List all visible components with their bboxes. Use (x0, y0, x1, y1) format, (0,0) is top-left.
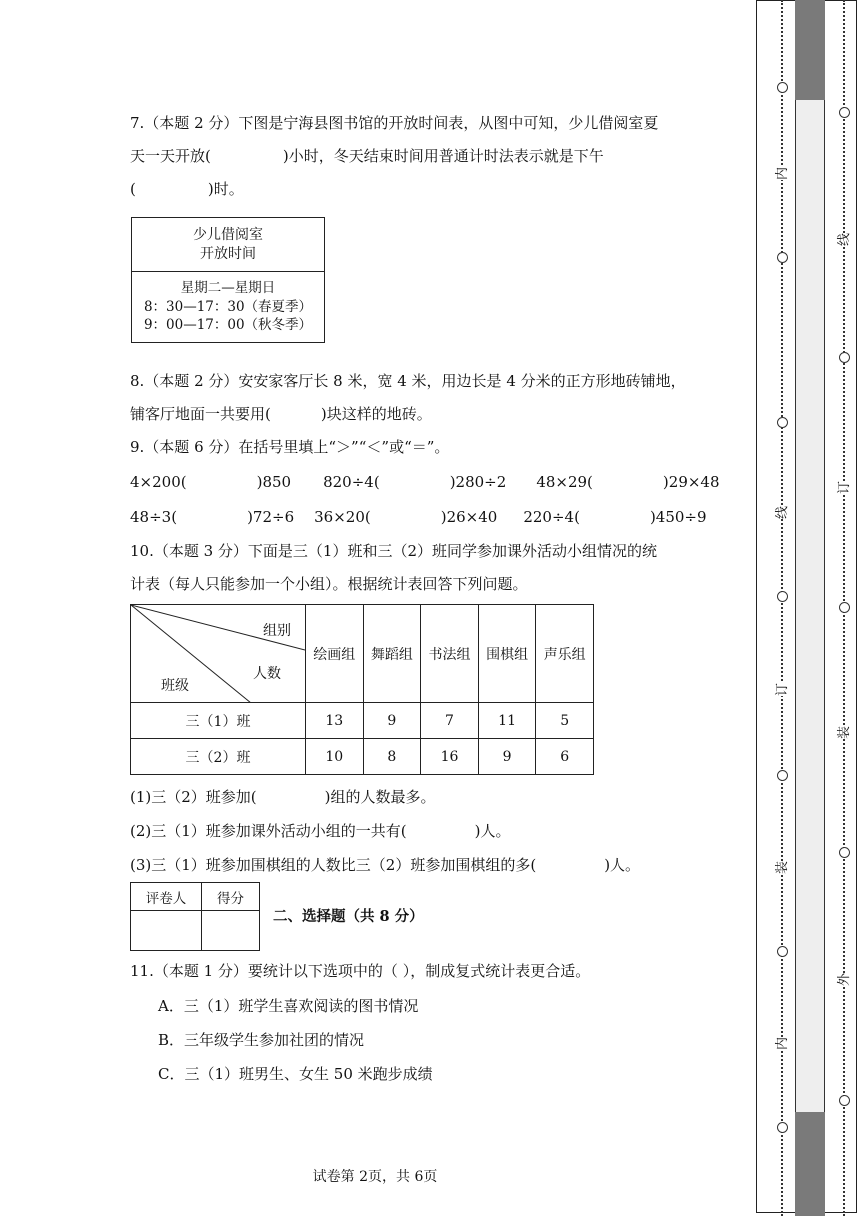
q10-sub1 (130, 788, 436, 806)
q9-expr: 220÷4( (523, 508, 580, 526)
hole-circle (777, 770, 788, 781)
option-b[interactable]: B．三年级学生参加社团的情况 (158, 1031, 365, 1049)
q9-expr: )280÷2 (449, 473, 507, 491)
q7-line2 (130, 147, 604, 165)
library-winter-hours: 9：00—17：00（秋冬季） (143, 317, 313, 334)
hole-circle (839, 107, 850, 118)
q9-expr: 4×200( (130, 473, 187, 491)
binding-label: 装 (833, 726, 852, 739)
hole-circle (839, 1095, 850, 1106)
table-cell: 13 (306, 703, 364, 739)
binding-cap-top (795, 0, 825, 100)
option-c[interactable]: C．三（1）班男生、女生 50 米跑步成绩 (158, 1065, 433, 1083)
q9-expr: 48×29( (536, 473, 593, 491)
q9-expr: 48÷3( (130, 508, 178, 526)
binding-cap-bottom (795, 1112, 825, 1216)
q10-sub3 (130, 856, 640, 874)
option-a[interactable]: A．三（1）班学生喜欢阅读的图书情况 (158, 997, 419, 1015)
binding-label: 线 (833, 233, 852, 246)
q10-line2: 计表（每人只能参加一个小组）。根据统计表回答下列问题。 (130, 575, 528, 593)
column-header: 声乐组 (536, 605, 594, 703)
q7-text-a: 天一天开放( (130, 147, 211, 165)
inner-cut-line (781, 0, 783, 1216)
q9-expr: 36×20( (314, 508, 371, 526)
binding-label: 外 (833, 973, 852, 986)
table-cell: 7 (421, 703, 479, 739)
table-cell: 6 (536, 739, 594, 775)
row-label: 三（2）班 (131, 739, 306, 775)
q10-sub3-b: )人。 (604, 856, 641, 874)
library-title-cell (132, 218, 325, 272)
library-days: 星期二—星期日 (180, 279, 276, 296)
binding-label: 内 (771, 1037, 790, 1050)
header-group: 组别 (263, 623, 291, 639)
table-row (131, 703, 594, 739)
q8-text-a: 铺客厅地面一共要用( (130, 405, 271, 423)
q9-expr: 820÷4( (323, 473, 380, 491)
q8-text-b: )块这样的地砖。 (320, 405, 432, 423)
q9-line1: 9.（本题 6 分）在括号里填上“＞”“＜”或“＝”。 (130, 438, 450, 456)
table-row (131, 739, 594, 775)
binding-label: 订 (833, 481, 852, 494)
q7-line1: 7.（本题 2 分）下图是宁海县图书馆的开放时间表，从图中可知，少儿借阅室夏 (130, 114, 659, 132)
header-class: 班级 (161, 678, 189, 694)
binding-label: 订 (771, 683, 790, 696)
grader-field[interactable] (131, 911, 202, 951)
q10-sub2 (130, 822, 511, 840)
q7-text-b: )小时，冬天结束时间用普通计时法表示就是下午 (282, 147, 604, 165)
q7-text-d: )时。 (207, 180, 244, 198)
score-field[interactable] (202, 911, 260, 951)
score-box (130, 882, 260, 951)
table-cell: 11 (478, 703, 536, 739)
q8-line2 (130, 405, 432, 423)
hole-circle (839, 847, 850, 858)
column-header: 围棋组 (478, 605, 536, 703)
binding-label: 内 (771, 167, 790, 180)
q8-line1: 8.（本题 2 分）安安家客厅长 8 米，宽 4 米，用边长是 4 分米的正方形地砖铺地， (130, 372, 686, 390)
library-hours-cell (132, 272, 325, 343)
column-header: 舞蹈组 (363, 605, 421, 703)
page-footer: 试卷第 2页，共 6页 (312, 1169, 438, 1185)
q11-line1: 11.（本题 1 分）要统计以下选项中的（ ），制成复式统计表更合适。 (130, 962, 591, 980)
hole-circle (777, 417, 788, 428)
q9-expr: )72÷6 (247, 508, 295, 526)
score-label: 得分 (202, 883, 260, 911)
q10-sub1-b: )组的人数最多。 (324, 788, 436, 806)
q9-expr: )29×48 (662, 473, 720, 491)
hole-circle (777, 946, 788, 957)
table-cell: 5 (536, 703, 594, 739)
q10-sub2-a: (2)三（1）班参加课外活动小组的一共有( (130, 822, 407, 840)
hole-circle (777, 591, 788, 602)
table-cell: 9 (478, 739, 536, 775)
row-label: 三（1）班 (131, 703, 306, 739)
q10-sub1-a: (1)三（2）班参加( (130, 788, 257, 806)
table-cell: 10 (306, 739, 364, 775)
table-cell: 16 (421, 739, 479, 775)
hole-circle (777, 1122, 788, 1133)
library-subtitle: 开放时间 (200, 245, 256, 262)
q10-sub3-a: (3)三（1）班参加围棋组的人数比三（2）班参加围棋组的多( (130, 856, 537, 874)
hole-circle (839, 352, 850, 363)
hole-circle (777, 252, 788, 263)
library-hours-table (131, 217, 325, 343)
table-diagonal-header (131, 605, 306, 703)
column-header: 绘画组 (306, 605, 364, 703)
grader-label: 评卷人 (131, 883, 202, 911)
binding-band (795, 0, 825, 1216)
hole-circle (839, 602, 850, 613)
q7-line3 (130, 180, 244, 198)
hole-circle (777, 82, 788, 93)
q9-expr: )450÷9 (649, 508, 707, 526)
q9-expr: )850 (256, 473, 292, 491)
q9-row1 (130, 473, 720, 491)
q9-row2 (130, 508, 707, 526)
header-count: 人数 (253, 666, 281, 682)
q9-expr: )26×40 (440, 508, 498, 526)
binding-label: 线 (771, 506, 790, 519)
table-cell: 8 (363, 739, 421, 775)
binding-label: 装 (771, 861, 790, 874)
library-summer-hours: 8：30—17：30（春夏季） (143, 298, 313, 315)
section-title: 二、选择题（共 8 分） (273, 908, 424, 925)
library-title: 少儿借阅室 (193, 226, 263, 243)
activity-stats-table (130, 604, 594, 775)
table-cell: 9 (363, 703, 421, 739)
column-header: 书法组 (421, 605, 479, 703)
q10-sub2-b: )人。 (474, 822, 511, 840)
q10-line1: 10.（本题 3 分）下面是三（1）班和三（2）班同学参加课外活动小组情况的统 (130, 542, 658, 560)
q7-text-c: ( (130, 180, 136, 198)
